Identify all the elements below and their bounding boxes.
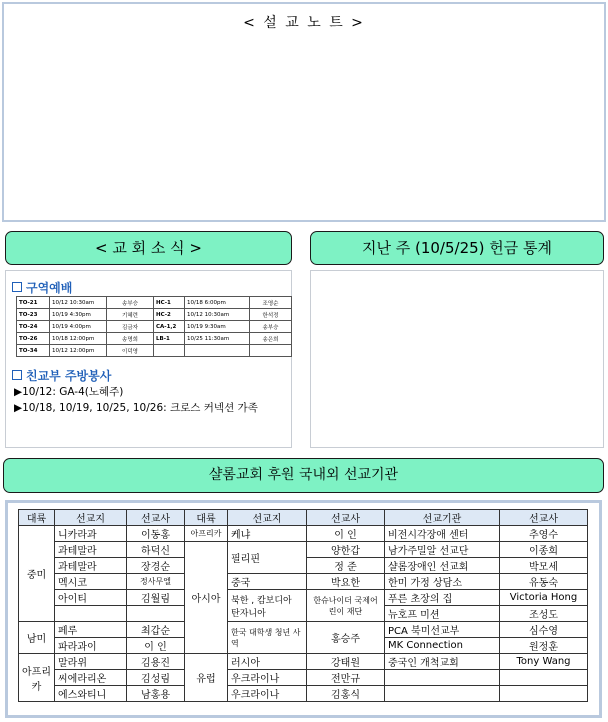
table-cell: 한석정 xyxy=(250,309,292,321)
table-cell: 이 인 xyxy=(307,526,385,542)
table-row xyxy=(19,686,588,702)
table-cell: 뉴호프 미션 xyxy=(385,606,500,622)
table-cell: 우크라이나 xyxy=(228,686,307,702)
table-cell xyxy=(500,686,588,702)
table-cell: Victoria Hong xyxy=(500,590,588,606)
table-cell: 중국인 개척교회 xyxy=(385,654,500,670)
table-cell: 정 준 xyxy=(307,558,385,574)
table-cell: 중국 xyxy=(228,574,307,590)
table-cell: 10/25 11:30am xyxy=(185,333,250,345)
table-cell: 파라과이 xyxy=(55,638,127,654)
table-row xyxy=(17,309,292,321)
table-cell: 샬롬장애인 선교회 xyxy=(385,558,500,574)
table-cell: 조영순 xyxy=(250,297,292,309)
table-cell: 페루 xyxy=(55,622,127,638)
table-cell: 이동홍 xyxy=(127,526,185,542)
table-cell: 10/19 4:30pm xyxy=(50,309,107,321)
table-cell: 아이티 xyxy=(55,590,127,606)
table-cell: 한국 대학생 청년 사역 xyxy=(228,622,307,654)
col-header: 대륙 xyxy=(185,510,228,526)
table-cell: 강태원 xyxy=(307,654,385,670)
checkbox-square-icon xyxy=(12,370,22,380)
table-cell: 송은희 xyxy=(250,333,292,345)
sermon-note-panel xyxy=(2,2,606,222)
continent-cell: 아시아 xyxy=(185,542,228,654)
col-header: 선교지 xyxy=(55,510,127,526)
table-cell: 장경순 xyxy=(127,558,185,574)
continent-cell: 중미 xyxy=(19,526,55,622)
table-cell xyxy=(127,606,185,622)
table-cell: MK Connection xyxy=(385,638,500,654)
continent-cell: 아프리카 xyxy=(19,654,55,702)
table-cell: 최갑순 xyxy=(127,622,185,638)
table-cell: 과테말라 xyxy=(55,558,127,574)
table-cell xyxy=(55,606,127,622)
table-cell: 전만규 xyxy=(307,670,385,686)
table-cell: 필리핀 xyxy=(228,542,307,574)
table-cell: 심수영 xyxy=(500,622,588,638)
table-cell: 10/12 12:00pm xyxy=(50,345,107,357)
table-cell: 송부승 xyxy=(250,321,292,333)
col-header: 선교사 xyxy=(307,510,385,526)
table-row xyxy=(17,297,292,309)
table-cell: 남가주밀알 선교단 xyxy=(385,542,500,558)
checkbox-square-icon xyxy=(12,282,22,292)
district-worship-title: 구역예배 xyxy=(12,279,72,296)
continent-cell: 남미 xyxy=(19,622,55,654)
table-cell xyxy=(385,670,500,686)
table-cell: 이종희 xyxy=(500,542,588,558)
offering-stats-panel xyxy=(310,270,604,448)
table-cell: 원정훈 xyxy=(500,638,588,654)
table-cell xyxy=(154,345,185,357)
table-row xyxy=(19,670,588,686)
table-cell: TO-23 xyxy=(17,309,50,321)
table-cell: TO-26 xyxy=(17,333,50,345)
table-header-row xyxy=(19,510,588,526)
table-cell: 양한갑 xyxy=(307,542,385,558)
table-cell: 한미 가정 상담소 xyxy=(385,574,500,590)
table-cell: 추영수 xyxy=(500,526,588,542)
table-row xyxy=(19,542,588,558)
offering-stats-header: 지난 주 (10/5/25) 헌금 통계 xyxy=(310,231,604,265)
table-row xyxy=(19,654,588,670)
table-row xyxy=(17,345,292,357)
table-cell: HC-2 xyxy=(154,309,185,321)
table-cell: 10/18 12:00pm xyxy=(50,333,107,345)
table-row xyxy=(19,574,588,590)
table-cell: 김금자 xyxy=(107,321,154,333)
table-row xyxy=(19,590,588,606)
table-cell: HC-1 xyxy=(154,297,185,309)
table-cell: 김월림 xyxy=(127,590,185,606)
missions-panel xyxy=(5,500,602,718)
table-cell: 10/18 6:00pm xyxy=(185,297,250,309)
district-worship-table xyxy=(16,296,292,357)
table-cell: 기혜련 xyxy=(107,309,154,321)
table-cell: CA-1,2 xyxy=(154,321,185,333)
col-header: 선교기관 xyxy=(385,510,500,526)
table-cell: 케냐 xyxy=(228,526,307,542)
table-cell: Tony Wang xyxy=(500,654,588,670)
table-row xyxy=(17,333,292,345)
church-news-panel xyxy=(5,270,292,448)
table-cell xyxy=(385,686,500,702)
table-cell: 10/19 4:00pm xyxy=(50,321,107,333)
table-cell: 김성림 xyxy=(127,670,185,686)
continent-cell: 유럽 xyxy=(185,654,228,702)
table-cell: LB-1 xyxy=(154,333,185,345)
kitchen-service-title: 친교부 주방봉사 xyxy=(12,367,111,384)
table-cell: 10/12 10:30am xyxy=(50,297,107,309)
table-cell: 러시아 xyxy=(228,654,307,670)
table-cell: 하덕신 xyxy=(127,542,185,558)
table-cell: 10/12 10:30am xyxy=(185,309,250,321)
table-cell: 유동숙 xyxy=(500,574,588,590)
table-row xyxy=(17,321,292,333)
sermon-note-title: < 설 교 노 트 > xyxy=(243,15,365,31)
table-cell: 조성도 xyxy=(500,606,588,622)
table-cell: 북한 , 캄보디아 탄자니아 xyxy=(228,590,307,622)
table-cell: 과테말라 xyxy=(55,542,127,558)
table-cell: 푸른 초장의 집 xyxy=(385,590,500,606)
table-cell xyxy=(500,670,588,686)
table-cell: 홍승주 xyxy=(307,622,385,654)
table-cell xyxy=(250,345,292,357)
table-cell: 송부승 xyxy=(107,297,154,309)
table-cell: 김용진 xyxy=(127,654,185,670)
table-row xyxy=(19,622,588,638)
table-cell: 씨에라리온 xyxy=(55,670,127,686)
church-news-header: < 교 회 소 식 > xyxy=(5,231,292,265)
col-header: 대륙 xyxy=(19,510,55,526)
missions-header: 샬롬교회 후원 국내외 선교기관 xyxy=(3,458,604,493)
table-cell: 비전시각장애 센터 xyxy=(385,526,500,542)
col-header: 선교사 xyxy=(500,510,588,526)
kitchen-line: ▶10/18, 10/19, 10/25, 10/26: 크로스 커넥션 가족 xyxy=(14,402,258,414)
table-cell: 정사무엘 xyxy=(127,574,185,590)
table-cell: 에스와티니 xyxy=(55,686,127,702)
table-cell: 이덕영 xyxy=(107,345,154,357)
table-cell: PCA 북미선교부 xyxy=(385,622,500,638)
table-cell: TO-24 xyxy=(17,321,50,333)
table-cell: 우크라이나 xyxy=(228,670,307,686)
table-cell: TO-21 xyxy=(17,297,50,309)
table-cell: 송명희 xyxy=(107,333,154,345)
missions-table xyxy=(18,509,588,702)
table-cell: 박요한 xyxy=(307,574,385,590)
col-header: 선교지 xyxy=(228,510,307,526)
table-cell: 말라위 xyxy=(55,654,127,670)
continent-cell: 아프리카 xyxy=(185,526,228,542)
table-cell: 니카라과 xyxy=(55,526,127,542)
table-cell xyxy=(185,345,250,357)
table-cell: 김홍식 xyxy=(307,686,385,702)
table-cell: 박모세 xyxy=(500,558,588,574)
table-cell: 10/19 9:30am xyxy=(185,321,250,333)
table-cell: 남홍용 xyxy=(127,686,185,702)
table-cell: 멕시코 xyxy=(55,574,127,590)
table-cell: TO-34 xyxy=(17,345,50,357)
table-cell: 한슈나이더 국제어린이 재단 xyxy=(307,590,385,622)
col-header: 선교사 xyxy=(127,510,185,526)
kitchen-line: ▶10/12: GA-4(노혜주) xyxy=(14,386,124,398)
table-row xyxy=(19,526,588,542)
table-cell: 이 인 xyxy=(127,638,185,654)
